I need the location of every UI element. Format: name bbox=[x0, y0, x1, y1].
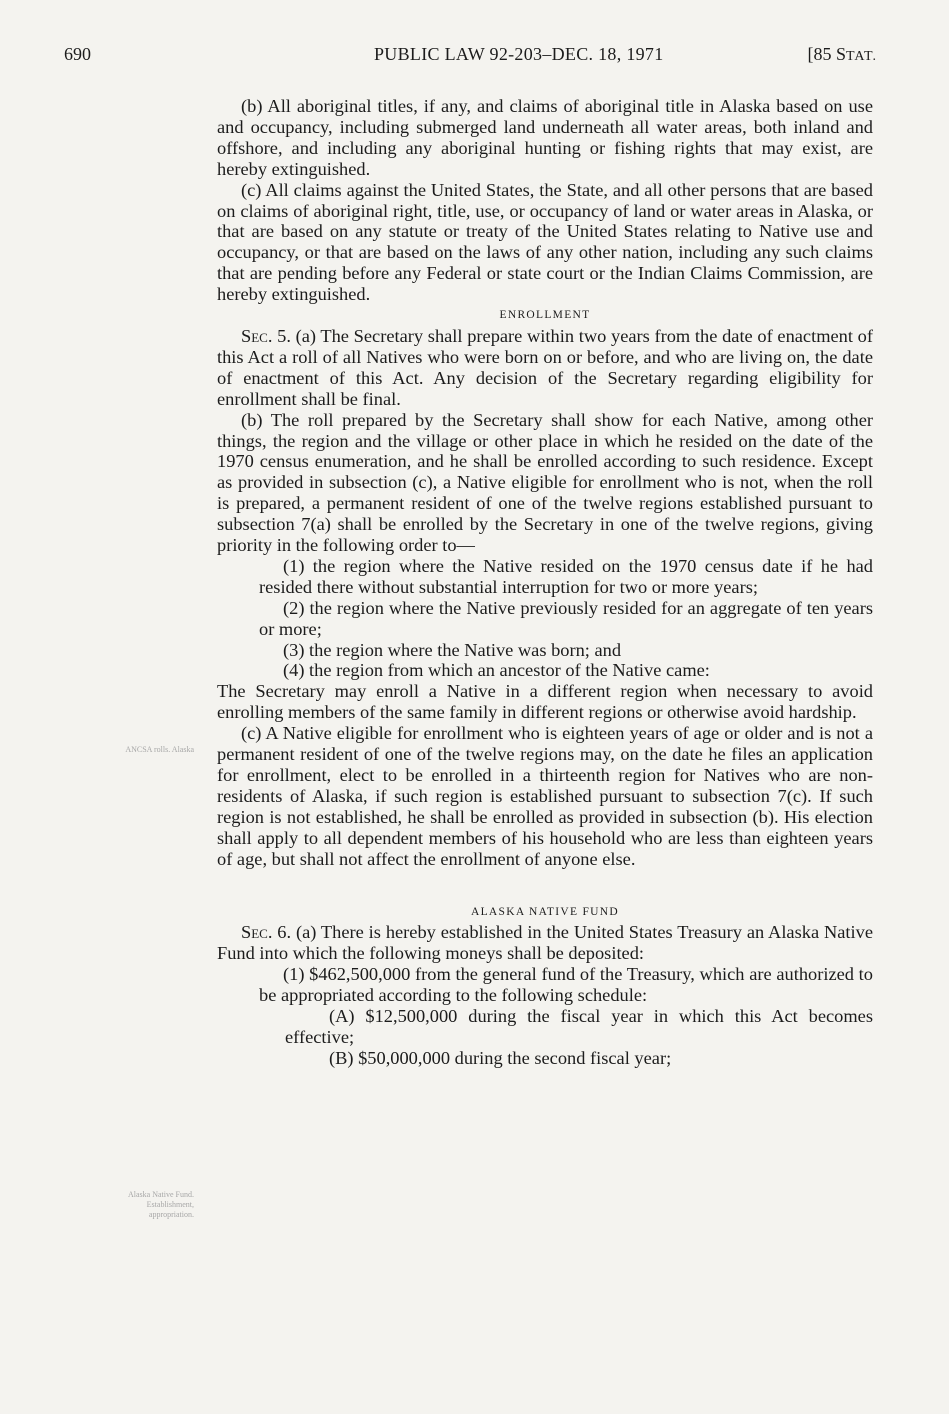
paragraph-sec5-b-continued: The Secretary may enroll a Native in a different region when necessary to avoid enrolling members of the same family in different regions or otherwise avoid hardship. bbox=[217, 681, 873, 723]
paragraph-claims-extinguished: (c) All claims against the United States, the State, and all other persons that are based on claims of aboriginal right, title, use, or occupancy of land or water areas in Alaska, or that are based on any statute or treaty of the United States relating to Native use and occupancy, or that are based on the laws of any other nation, including any such claims that are pending before any Federal or state court or the Indian Claims Commission, are hereby extinguished. bbox=[217, 179, 873, 305]
statute-suffix: TAT. bbox=[845, 49, 877, 64]
margin-note: ANCSA rolls. Alaska bbox=[125, 745, 194, 754]
paragraph-text: (a) The Secretary shall prepare within two years from the date of enactment of this Act a roll of all Natives who were born on or before, and who are living on, the date of enactment of this Act. Any decision of the Secretary regarding eligibility for enrollment shall be final. bbox=[217, 325, 873, 409]
section-heading-alaska-native-fund: ALASKA NATIVE FUND bbox=[471, 905, 619, 918]
document-body bbox=[217, 96, 873, 1069]
section-label: Sec. 6. bbox=[241, 922, 292, 943]
section-heading-enrollment: ENROLLMENT bbox=[499, 309, 591, 322]
page-number: 690 bbox=[64, 44, 91, 64]
list-item: (1) $462,500,000 from the general fund of the Treasury, which are authorized to be appropriated according to the following schedule: bbox=[259, 964, 873, 1006]
running-title: PUBLIC LAW 92-203–DEC. 18, 1971 bbox=[374, 44, 664, 64]
statute-prefix: [85 S bbox=[807, 44, 846, 64]
list-item: (3) the region where the Native was born; and bbox=[283, 639, 622, 660]
statute-reference bbox=[807, 44, 877, 65]
section-label: Sec. 5. bbox=[241, 325, 291, 346]
paragraph-sec5-c: (c) A Native eligible for enrollment who is eighteen years of age or older and is not a permanent resident of one of the twelve regions may, on the date he files an application for enrollment, elect to be enrolled in a thirteenth region for Natives who are non-residents of Alaska, if such region is established pursuant to subsection 7(c). If such region is not established, he shall be enrolled as provided in subsection (b). His election shall apply to all dependent members of his household who are less than eighteen years of age, but shall not affect the enrollment of anyone else. bbox=[217, 723, 873, 869]
list-item: (2) the region where the Native previously resided for an aggregate of ten years or more; bbox=[259, 597, 873, 639]
paragraph-text: (a) There is hereby established in the United States Treasury an Alaska Native Fund into which the following moneys shall be deposited: bbox=[217, 922, 874, 964]
paragraph-aboriginal-titles: (b) All aboriginal titles, if any, and claims of aboriginal title in Alaska based on use and occupancy, including submerged land underneath all water areas, both inland and offshore, and including any aboriginal hunting or fishing rights that may exist, are hereby extinguished. bbox=[217, 96, 873, 179]
list-item: (B) $50,000,000 during the second fiscal year; bbox=[329, 1047, 672, 1068]
paragraph-sec5-a bbox=[217, 326, 873, 410]
list-item: (4) the region from which an ancestor of the Native came: bbox=[283, 660, 710, 681]
paragraph-sec5-b: (b) The roll prepared by the Secretary shall show for each Native, among other things, the region and the village or other place in which he resided on the date of the 1970 census enumeration, and he shall be enrolled according to such residence. Except as provided in subsection (c), a Native eligible for enrollment who is not, when the roll is prepared, a permanent resident of one of the twelve regions established pursuant to subsection 7(a) shall be enrolled by the Secretary in one of the twelve regions, giving priority in the following order to— bbox=[217, 409, 873, 556]
margin-note: Alaska Native Fund. Establishment, appropriation. bbox=[128, 1190, 194, 1219]
page-header bbox=[64, 44, 877, 68]
list-item: (1) the region where the Native resided on the 1970 census date if he had resided there without substantial interruption for two or more years; bbox=[259, 555, 873, 597]
paragraph-sec6-a bbox=[217, 922, 873, 964]
list-item: (A) $12,500,000 during the fiscal year in which this Act becomes effective; bbox=[285, 1006, 873, 1047]
